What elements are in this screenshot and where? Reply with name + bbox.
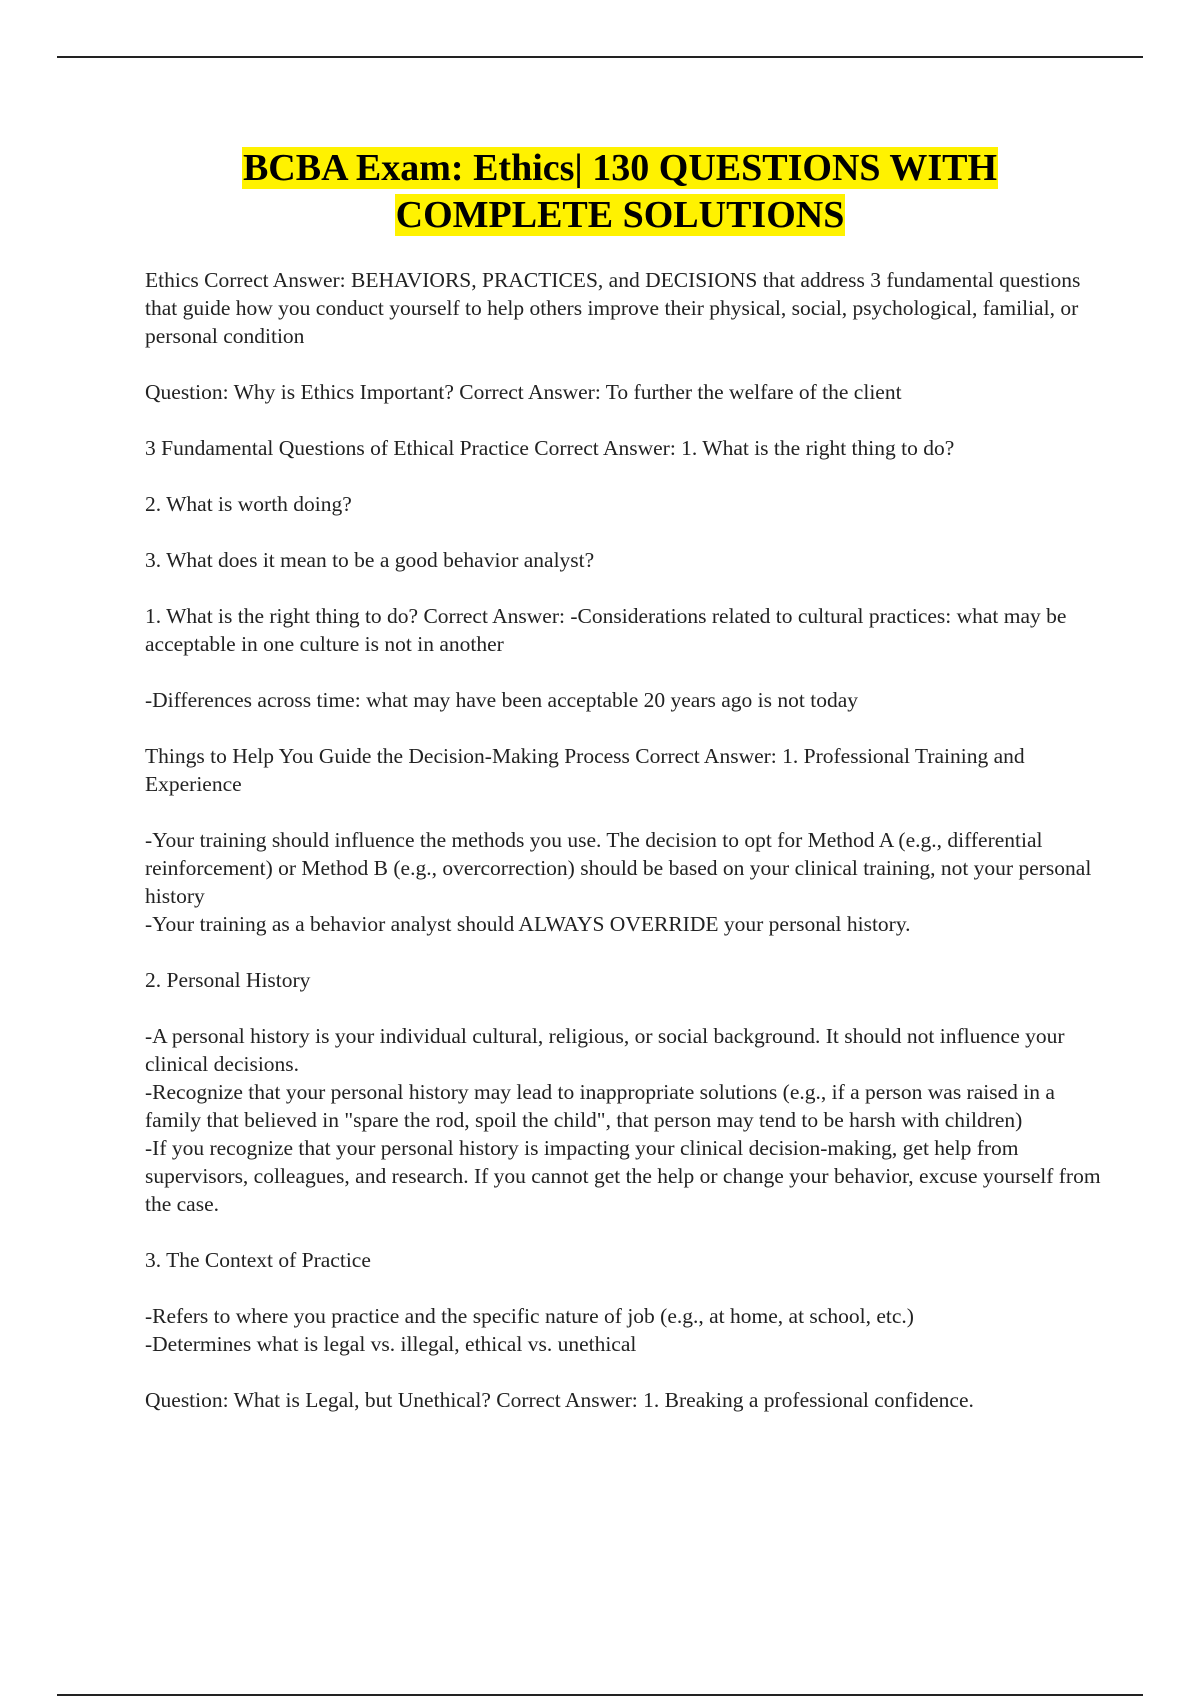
title-line-2: COMPLETE SOLUTIONS: [395, 194, 845, 236]
paragraph-personal-history-heading: 2. Personal History: [145, 968, 311, 992]
document-body: [145, 266, 1105, 1442]
paragraph-why-ethics-important: Question: Why is Ethics Important? Correct Answer: To further the welfare of the client: [145, 380, 902, 404]
paragraph-context-heading: 3. The Context of Practice: [145, 1248, 371, 1272]
document-title: [0, 145, 1200, 239]
paragraph-right-thing-to-do: 1. What is the right thing to do? Correct Answer: -Considerations related to cultural practices: what may be acceptable in one culture is not in another: [145, 604, 1067, 656]
paragraph-legal-but-unethical: Question: What is Legal, but Unethical? Correct Answer: 1. Breaking a professional confidence.: [145, 1388, 974, 1412]
paragraph-training-methods: -Your training should influence the methods you use. The decision to opt for Method A (e.g., differential reinforcement) or Method B (e.g., overcorrection) should be based on your clinical training, not your personal history: [145, 828, 1092, 908]
paragraph-fundamental-questions: 3 Fundamental Questions of Ethical Practice Correct Answer: 1. What is the right thing to do?: [145, 436, 955, 460]
title-line-1: BCBA Exam: Ethics| 130 QUESTIONS WITH: [242, 147, 998, 189]
paragraph-decision-making-process: Things to Help You Guide the Decision-Making Process Correct Answer: 1. Professional Training and Experience: [145, 744, 1025, 796]
paragraph-worth-doing: 2. What is worth doing?: [145, 492, 352, 516]
paragraph-ethics-definition: Ethics Correct Answer: BEHAVIORS, PRACTICES, and DECISIONS that address 3 fundamental questions that guide how you conduct yourself to help others improve their physical, social, psychological, familial, or personal condition: [145, 268, 1081, 348]
paragraph-legal-vs-illegal: -Determines what is legal vs. illegal, ethical vs. unethical: [145, 1332, 637, 1356]
paragraph-recognize-personal-history: -Recognize that your personal history may lead to inappropriate solutions (e.g., if a person was raised in a family that believed in "spare the rod, spoil the child", that person may tend to be harsh with children): [145, 1080, 1055, 1132]
paragraph-get-help: -If you recognize that your personal history is impacting your clinical decision-making, get help from supervisors, colleagues, and research. If you cannot get the help or change your behavior, excuse yourself from the case.: [145, 1136, 1101, 1216]
paragraph-differences-across-time: -Differences across time: what may have been acceptable 20 years ago is not today: [145, 688, 858, 712]
paragraph-where-you-practice: -Refers to where you practice and the specific nature of job (e.g., at home, at school, etc.): [145, 1304, 914, 1328]
bottom-rule: [57, 1694, 1143, 1696]
paragraph-training-override: -Your training as a behavior analyst should ALWAYS OVERRIDE your personal history.: [145, 912, 911, 936]
paragraph-personal-history-definition: -A personal history is your individual cultural, religious, or social background. It should not influence your clinical decisions.: [145, 1024, 1065, 1076]
paragraph-good-behavior-analyst: 3. What does it mean to be a good behavior analyst?: [145, 548, 595, 572]
top-rule: [57, 56, 1143, 58]
